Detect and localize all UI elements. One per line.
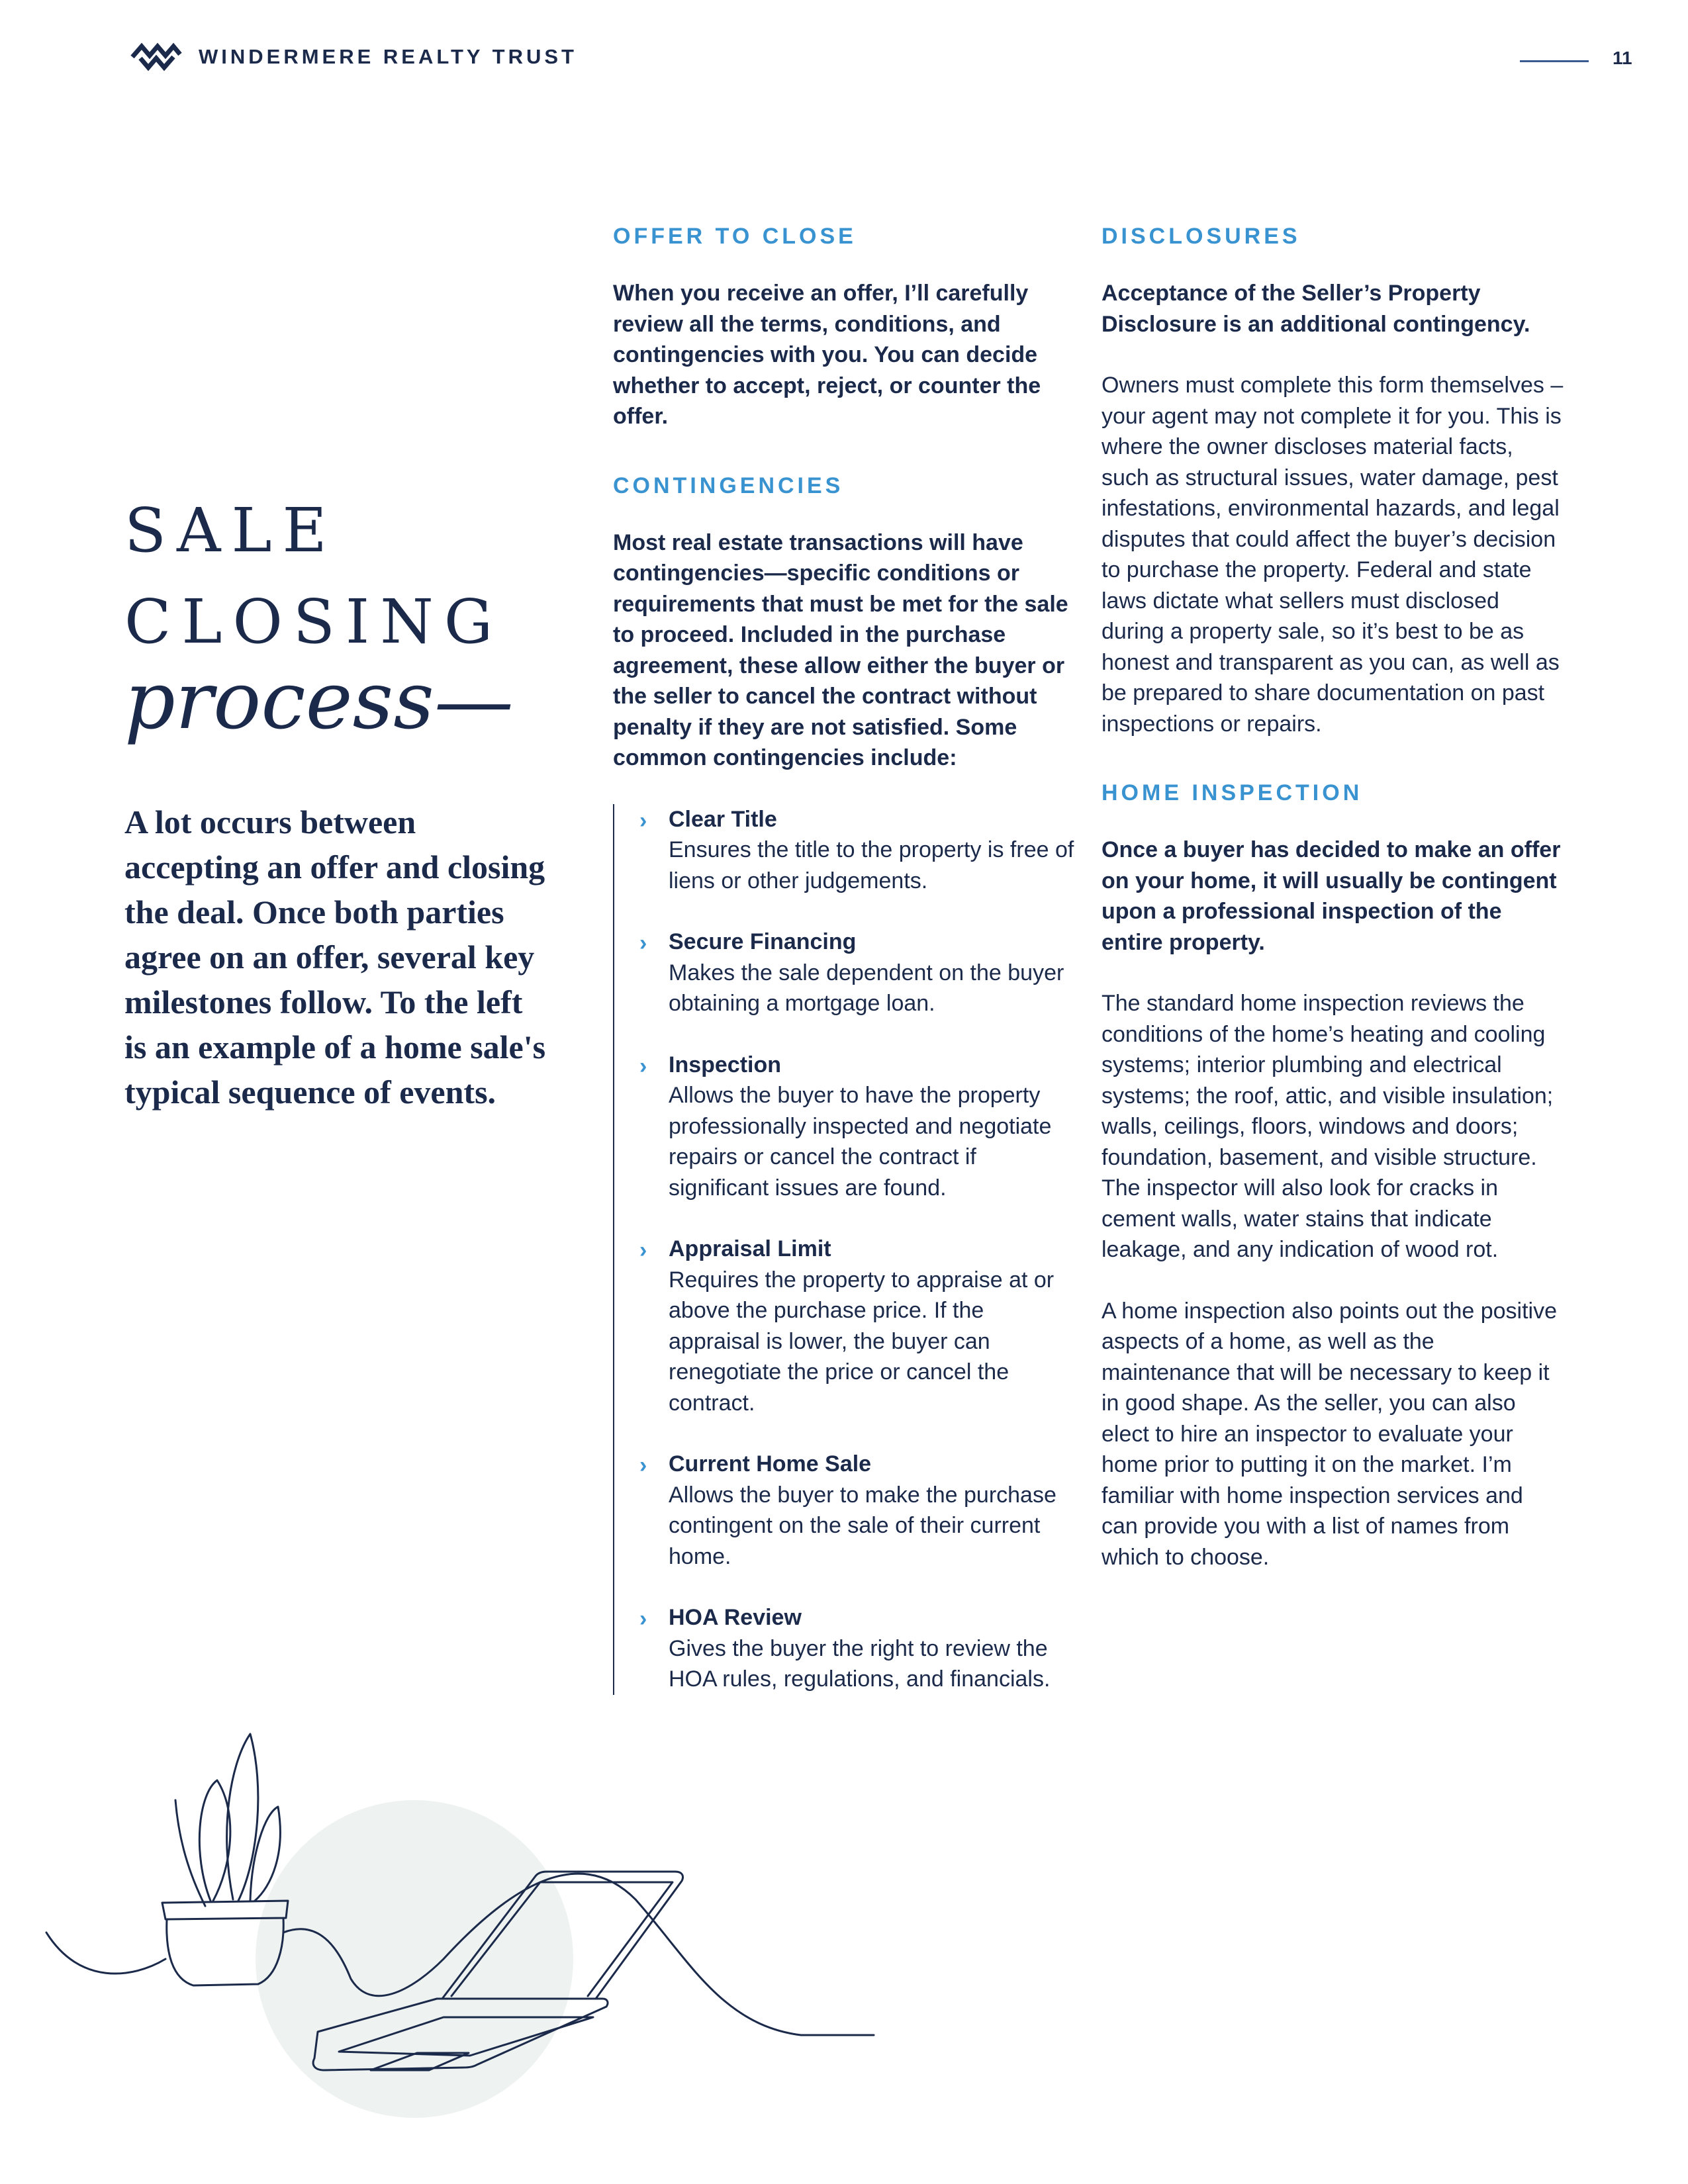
page-number: 11 [1613,48,1632,68]
plant-laptop-line-art-icon [40,1707,900,2131]
home-inspection-body-1: The standard home inspection reviews the conditions of the home’s heating and cooling systems; interior plumbing and electrical systems; the roof, attic, and visible insulation; walls, ceilings, floors, windows and doors; foundation, basement, and visible structure. The inspector will also look for cracks in cement walls, water stains that indicate leakage, and any indication of wood rot. [1102,991,1554,1262]
home-inspection-body-2: A home inspection also points out the positive aspects of a home, as well as the maintenance that will be necessary to keep it in good shape. As the seller, you can also elect to hire an inspector to evaluate your home prior to putting it on the market. I’m familiar with home inspection services and can provide you with a list of names from which to choose. [1102,1298,1557,1570]
right-column [1102,221,1565,1572]
chevron-right-icon: › [639,1238,647,1263]
chevron-right-icon: › [639,807,647,833]
contingency-description: Ensures the title to the property is free of liens or other judgements. [669,837,1074,893]
contingency-title: HOA Review [669,1605,802,1630]
list-item [614,804,1076,897]
contingency-description: Gives the buyer the right to review the HOA rules, regulations, and financials. [669,1635,1051,1692]
contingency-title: Clear Title [669,806,777,832]
brand-name: WINDERMERE REALTY TRUST [199,45,577,68]
list-item [614,1602,1076,1695]
chevron-right-icon: › [639,1453,647,1478]
page-title-line-2: CLOSING [124,586,504,657]
contingency-title: Current Home Sale [669,1451,872,1477]
home-inspection-lead: Once a buyer has decided to make an offer on your home, it will usually be contingent upon a professional inspection of the entire property. [1102,837,1561,955]
disclosures-body: Owners must complete this form themselves – your agent may not complete it for you. This is where the owner discloses material facts, such as structural issues, water damage, pest infestations, environmental hazards, and legal disputes that could affect the buyer’s decision to purchase the property. Federal and state laws dictate what sellers must disclosed during a property sale, so it’s best to be as honest and transparent as you can, as well as be prepared to share documentation on past inspections or repairs. [1102,373,1564,737]
list-item [614,927,1076,1019]
header-rule [1520,60,1589,62]
contingency-title: Inspection [669,1052,782,1077]
offer-to-close-heading: OFFER TO CLOSE [613,224,857,249]
intro-paragraph: A lot occurs between accepting an offer and closing the deal. Once both parties agree on an offer, several key milestones follow. To the left is an example of a home sale's typical sequence of events. [124,803,546,1111]
offer-to-close-lead: When you receive an offer, I’ll carefully review all the terms, conditions, and contingencies with you. You can decide whether to accept, reject, or counter the offer. [613,281,1041,429]
chevron-right-icon: › [639,931,647,956]
middle-column [613,221,1076,1695]
contingency-description: Makes the sale dependent on the buyer obtaining a mortgage loan. [669,960,1064,1016]
contingency-title: Appraisal Limit [669,1236,831,1261]
disclosures-heading: DISCLOSURES [1102,224,1301,249]
contingencies-list [613,804,1076,1695]
chevron-right-icon: › [639,1053,647,1079]
page-title-line-3: process— [124,655,514,747]
contingencies-heading: CONTINGENCIES [613,473,844,498]
contingency-description: Allows the buyer to make the purchase contingent on the sale of their current home. [669,1482,1056,1569]
contingency-description: Requires the property to appraise at or above the purchase price. If the appraisal is lower, the buyer can renegotiate the price or cancel the contract. [669,1267,1055,1416]
list-item [614,1234,1076,1418]
home-inspection-heading: HOME INSPECTION [1102,780,1363,805]
contingency-title: Secure Financing [669,929,857,954]
windermere-w-logo-icon [130,41,183,73]
page-title-line-1: SALE [124,495,338,566]
disclosures-lead: Acceptance of the Seller’s Property Disclosure is an additional contingency. [1102,281,1530,337]
contingency-description: Allows the buyer to have the property professionally inspected and negotiate repairs or cancel the contract if significant issues are found. [669,1083,1052,1201]
contingencies-lead: Most real estate transactions will have contingencies—specific conditions or requirements that must be met for the sale to proceed. Included in the purchase agreement, these allow either the buyer or the seller to cancel the contract without penalty if they are not satisfied. Some common contingencies include: [613,529,1068,770]
chevron-right-icon: › [639,1606,647,1631]
list-item [614,1449,1076,1572]
list-item [614,1050,1076,1204]
